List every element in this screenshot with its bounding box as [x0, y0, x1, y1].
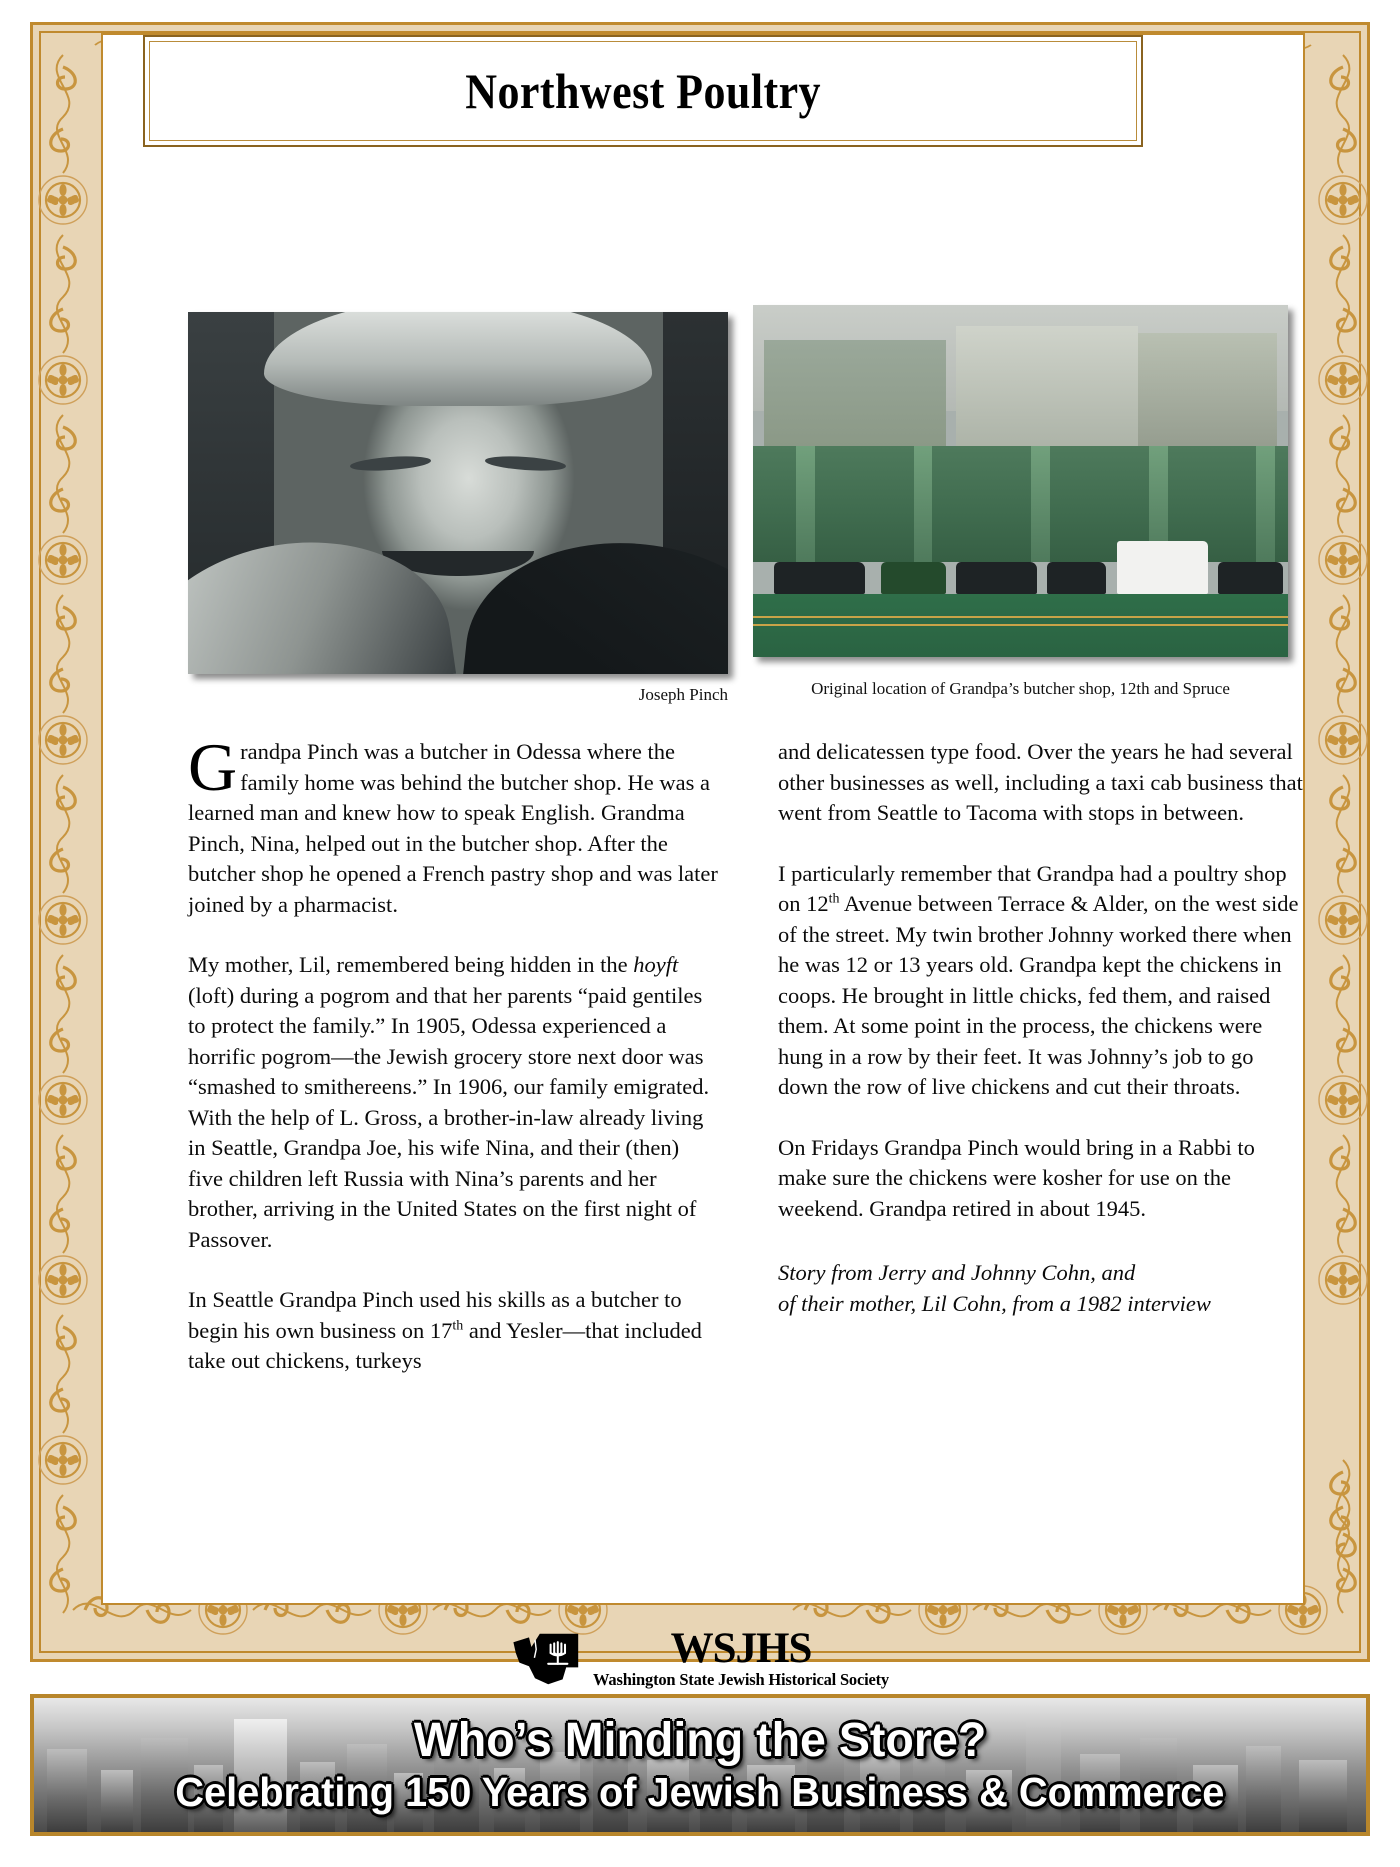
- attribution-line-2: of their mother, Lil Cohn, from a 1982 interview: [778, 1290, 1211, 1316]
- drop-cap-letter: G: [188, 729, 238, 805]
- paragraph-1-text: randpa Pinch was a butcher in Odessa where the family home was behind the butcher shop. He was a learned man and knew how to speak English. Grandma Pinch, Nina, helped out in the butcher shop. After the butcher shop he opened a French pastry shop and was later joined by a pharmacist.: [188, 739, 718, 917]
- paragraph-4: and delicatessen type food. Over the years he had several other businesses as well, including a taxi cab business that went from Seattle to Tacoma with stops in between.: [778, 739, 1303, 825]
- paragraph-3: [188, 1285, 718, 1377]
- paragraph-5-text-a: I particularly remember that Grandpa had a poultry shop on 12: [778, 860, 1287, 916]
- banner-subheadline: Celebrating 150 Years of Jewish Business & Commerce: [175, 1769, 1225, 1815]
- yiddish-term-hoyft: hoyft: [633, 952, 679, 977]
- story-attribution: [778, 1258, 1308, 1319]
- paragraph-5-text-b: Avenue between Terrace & Alder, on the west side of the street. My twin brother Johnny worked there when he was 12 or 13 years old. Grandpa kept the chickens in coops. He brought in little chicks, fed them, and raised them. At some point in the process, the chickens were hung in a row by their feet. It was Johnny’s job to go down the row of live chickens and cut their throats.: [778, 891, 1299, 1099]
- paragraph-1: [188, 729, 718, 920]
- butcher-shop-location-photo: [753, 305, 1288, 657]
- ornamental-frame: [30, 22, 1370, 1689]
- photo-caption-right: Original location of Grandpa’s butcher shop, 12th and Spruce: [811, 679, 1230, 698]
- joseph-pinch-portrait-photo: [188, 312, 728, 674]
- article-body: [188, 729, 1308, 1377]
- paragraph-5: [778, 859, 1308, 1103]
- paragraph-3-text-b: and Yesler—that included take out chickens, turkeys: [188, 1317, 702, 1373]
- paragraph-3-text-a: In Seattle Grandpa Pinch used his skills as a butcher to begin his own business on 17: [188, 1287, 682, 1343]
- page-title: Northwest Poultry: [465, 63, 821, 119]
- right-column: [778, 737, 1308, 1377]
- paragraph-2-text-b: (loft) during a pogrom and that her parents “paid gentiles to protect the family.” In 1905, Odessa experienced a horrific pogrom—the Jewish grocery store next door was “smashed to smithereens.” In 1906, our family emigrated. With the help of L. Gross, a brother-in-law already living in Seattle, Grandpa Joe, his wife Nina, and their (then) five children left Russia with Nina’s parents and her brother, arriving in the United States on the first night of Passover.: [188, 982, 710, 1252]
- ordinal-suffix-17th: th: [452, 1318, 464, 1333]
- exhibit-banner: [30, 1694, 1370, 1836]
- logo-subtitle: Washington State Jewish Historical Society: [593, 1669, 889, 1689]
- paragraph-2-text-a: My mother, Lil, remembered being hidden in the: [188, 952, 634, 977]
- washington-state-menorah-icon: [511, 1629, 583, 1689]
- paragraph-6: On Fridays Grandpa Pinch would bring in a Rabbi to make sure the chickens were kosher for use on the weekend. Grandpa retired in about 1945.: [778, 1134, 1255, 1221]
- banner-headline: Who’s Minding the Store?: [413, 1714, 987, 1767]
- banner-text-block: [34, 1698, 1366, 1832]
- photo-gallery: [188, 287, 1308, 704]
- photo-caption-left: Joseph Pinch: [638, 685, 728, 704]
- title-banner: [143, 35, 1143, 147]
- ordinal-suffix-12th: th: [828, 891, 840, 907]
- paragraph-2: [188, 950, 718, 1255]
- attribution-line-1: Story from Jerry and Johnny Cohn, and: [778, 1260, 1136, 1285]
- left-column: [188, 729, 718, 1377]
- logo-acronym: WSJHS: [670, 1624, 812, 1672]
- wsjhs-logo: [33, 1619, 1367, 1699]
